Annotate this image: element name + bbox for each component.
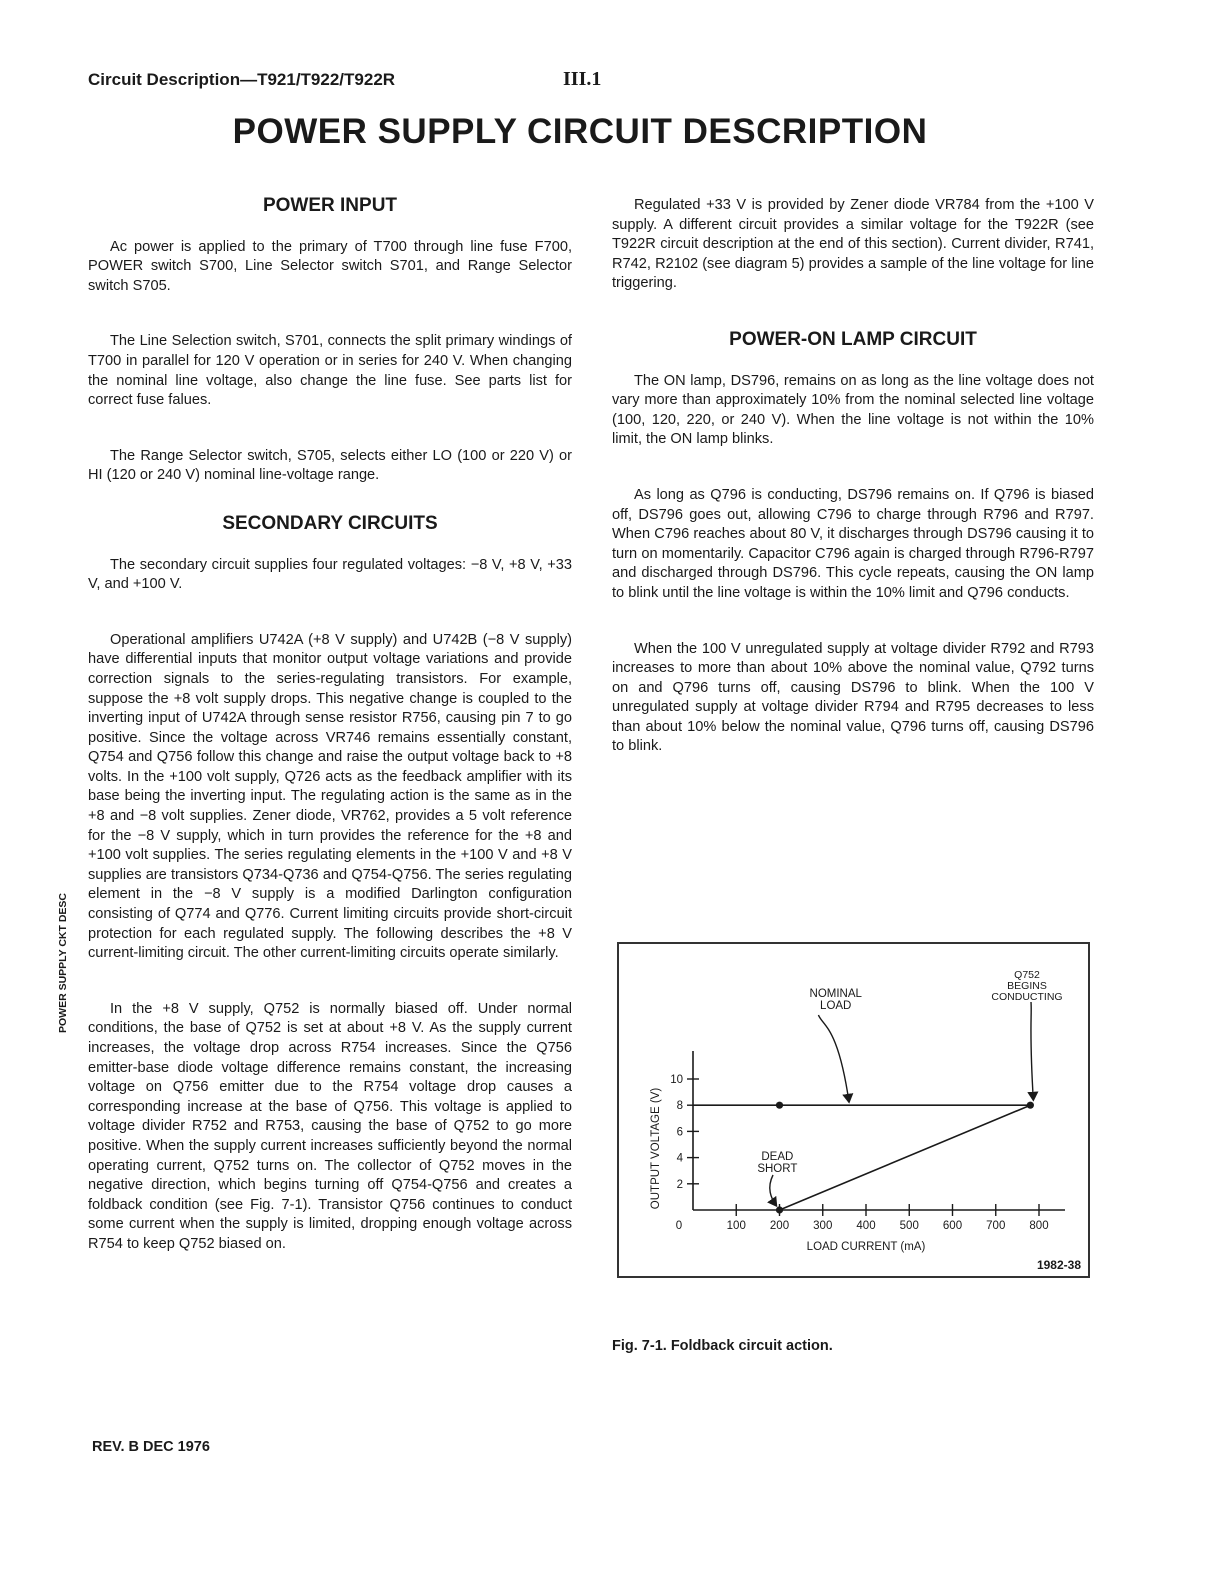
chart-axes xyxy=(693,1051,1065,1210)
annotation-dead: DEAD xyxy=(761,1151,794,1163)
data-point xyxy=(1027,1102,1034,1109)
annotation-arrow xyxy=(818,1015,849,1102)
paragraph: When the 100 V unregulated supply at voltage divider R792 and R793 increases to more than about 10% above the nominal value, Q792 turns on and Q796 turns off, causing DS796 to blink. When the 100 V unregulated supply at voltage divider R794 and R795 decreases to less than about 10% below the nominal value, Q796 turns off, causing DS796 to blink. xyxy=(612,640,1094,755)
annotation-arrow xyxy=(770,1175,777,1206)
annotation-conducting: CONDUCTING xyxy=(991,991,1063,1003)
x-tick-label: 600 xyxy=(942,1220,963,1232)
power-input-heading: POWER INPUT xyxy=(262,195,398,216)
paragraph: The ON lamp, DS796, remains on as long as the line voltage does not vary more than approximately 10% from the nominal selected line voltage (100, 120, 220, or 240 V). When the line voltage is not within the 10% limit, the ON lamp blinks. xyxy=(612,372,1094,448)
page-title: POWER SUPPLY CIRCUIT DESCRIPTION xyxy=(232,112,928,151)
x-tick-label: 200 xyxy=(769,1220,790,1232)
x-tick-label: 0 xyxy=(675,1220,683,1232)
x-axis-label: LOAD CURRENT (mA) xyxy=(806,1241,926,1253)
annotation-arrow xyxy=(1031,1002,1033,1100)
figure-id: 1982-38 xyxy=(1036,1258,1081,1272)
left-column xyxy=(88,196,572,1255)
x-tick-label: 300 xyxy=(813,1220,833,1232)
annotation-begins: BEGINS xyxy=(1007,980,1047,992)
y-tick-label: 8 xyxy=(676,1100,683,1113)
chart-series xyxy=(693,1102,1034,1214)
foldback-chart xyxy=(619,944,1088,1276)
annotation-load: LOAD xyxy=(820,1000,852,1012)
x-tick-label: 100 xyxy=(726,1220,746,1232)
paragraph: As long as Q796 is conducting, DS796 remains on. If Q796 is biased off, DS796 goes out, allowing C796 to charge through R796 and R797. When C796 reaches about 80 V, it discharges through DS796 causing it to turn on momentarily. Capacitor C796 again is charged through R796-R797 and discharged through DS796. This cycle repeats, causing the ON lamp to blink until the line voltage is within the 10% limit and Q796 conducts. xyxy=(612,486,1094,601)
section-number: III.1 xyxy=(563,68,602,90)
paragraph: The secondary circuit supplies four regulated voltages: −8 V, +8 V, +33 V, and +100 V. xyxy=(88,556,572,593)
revision-footer: REV. B DEC 1976 xyxy=(92,1439,210,1455)
y-tick-label: 10 xyxy=(670,1074,683,1086)
series-line xyxy=(693,1105,1030,1210)
side-tag: POWER SUPPLY CKT DESC xyxy=(57,892,69,1034)
x-tick-label: 500 xyxy=(899,1220,919,1232)
annotation-nominal: NOMINAL xyxy=(809,988,862,1000)
data-point xyxy=(776,1102,783,1109)
y-tick-label: 4 xyxy=(676,1152,683,1165)
paragraph: In the +8 V supply, Q752 is normally biased off. Under normal conditions, the base of Q752 is set at about +8 V. As the supply current increases, the voltage drop across R754 increases. Since the Q756 emitter-base diode voltage difference remains constant, the increasing voltage on Q756 emitter due to the R754 voltage drop causes a corresponding increase at the base of Q756. This voltage is applied to voltage divider R752 and R753, causing the base of Q752 to go more positive. When the supply current increases sufficiently beyond the normal operating current, Q752 turns on. The collector of Q752 moves in the negative direction, which begins turning off Q754-Q756 and creates a foldback condition (see Fig. 7-1). Transistor Q756 continues to conduct some current when the supply is limited, dropping enough voltage across R754 to keep Q752 biased on. xyxy=(88,1000,572,1252)
right-column xyxy=(612,196,1094,757)
paragraph: Ac power is applied to the primary of T700 through line fuse F700, POWER switch S700, Line Selector switch S701, and Range Selector switch S705. xyxy=(88,238,572,294)
data-point xyxy=(776,1206,783,1213)
paragraph: Regulated +33 V is provided by Zener diode VR784 from the +100 V supply. A different circuit provides a similar voltage for the T922R (see T922R circuit description at the end of this section). Current divider, R741, R742, R2102 (see diagram 5) provides a sample of the line voltage for line triggering. xyxy=(612,197,1094,292)
figure-caption: Fig. 7-1. Foldback circuit action. xyxy=(612,1338,833,1354)
secondary-circuits-heading: SECONDARY CIRCUITS xyxy=(222,512,438,534)
annotation-q752: Q752 xyxy=(1014,969,1040,981)
power-on-lamp-heading: POWER-ON LAMP CIRCUIT xyxy=(729,328,977,350)
y-axis-label: OUTPUT VOLTAGE (V) xyxy=(650,1087,662,1210)
annotation-short: SHORT xyxy=(757,1163,798,1175)
paragraph: The Line Selection switch, S701, connects the split primary windings of T700 in parallel for 120 V operation or in series for 240 V. When changing the nominal line voltage, also change the line fuse. See parts list for correct fuse falues. xyxy=(88,333,572,409)
paragraph: Operational amplifiers U742A (+8 V supply) and U742B (−8 V supply) have differential inputs that monitor output voltage variations and provide correction signals to the series-regulating transistors. For example, suppose the +8 volt supply drops. This negative change is coupled to the inverting input of U742A through sense resistor R756, causing pin 7 to go positive. Since the voltage across VR746 remains essentially constant, Q754 and Q756 follow this change and raise the output voltage back to +8 volts. In the +100 volt supply, Q726 acts as the feedback amplifier with its base being the inverting input. The regulating action is the same as in the +8 and −8 volt supplies. Zener diode, VR762, provides a 5 volt reference for the −8 V supply, which in turn provides the reference for the +8 and +100 volt supplies. The series regulating elements in the +100 V and +8 V supplies are transistors Q734-Q736 and Q754-Q756. The series regulating element in the −8 V supply is a modified Darlington configuration consisting of Q774 and Q776. Current limiting circuits provide short-circuit protection for each regulated supply. The following describes the +8 V current-limiting circuit. The other current-limiting circuits operate similarly. xyxy=(88,631,572,962)
running-header: Circuit Description—T921/T922/T922R xyxy=(88,70,396,89)
x-tick-label: 700 xyxy=(986,1220,1006,1232)
paragraph: The Range Selector switch, S705, selects either LO (100 or 220 V) or HI (120 or 240 V) nominal line-voltage range. xyxy=(88,447,572,484)
y-tick-label: 6 xyxy=(676,1126,683,1139)
foldback-figure xyxy=(617,942,1090,1278)
y-tick-label: 2 xyxy=(676,1178,683,1191)
x-tick-label: 400 xyxy=(856,1220,876,1232)
x-tick-label: 800 xyxy=(1029,1220,1049,1232)
